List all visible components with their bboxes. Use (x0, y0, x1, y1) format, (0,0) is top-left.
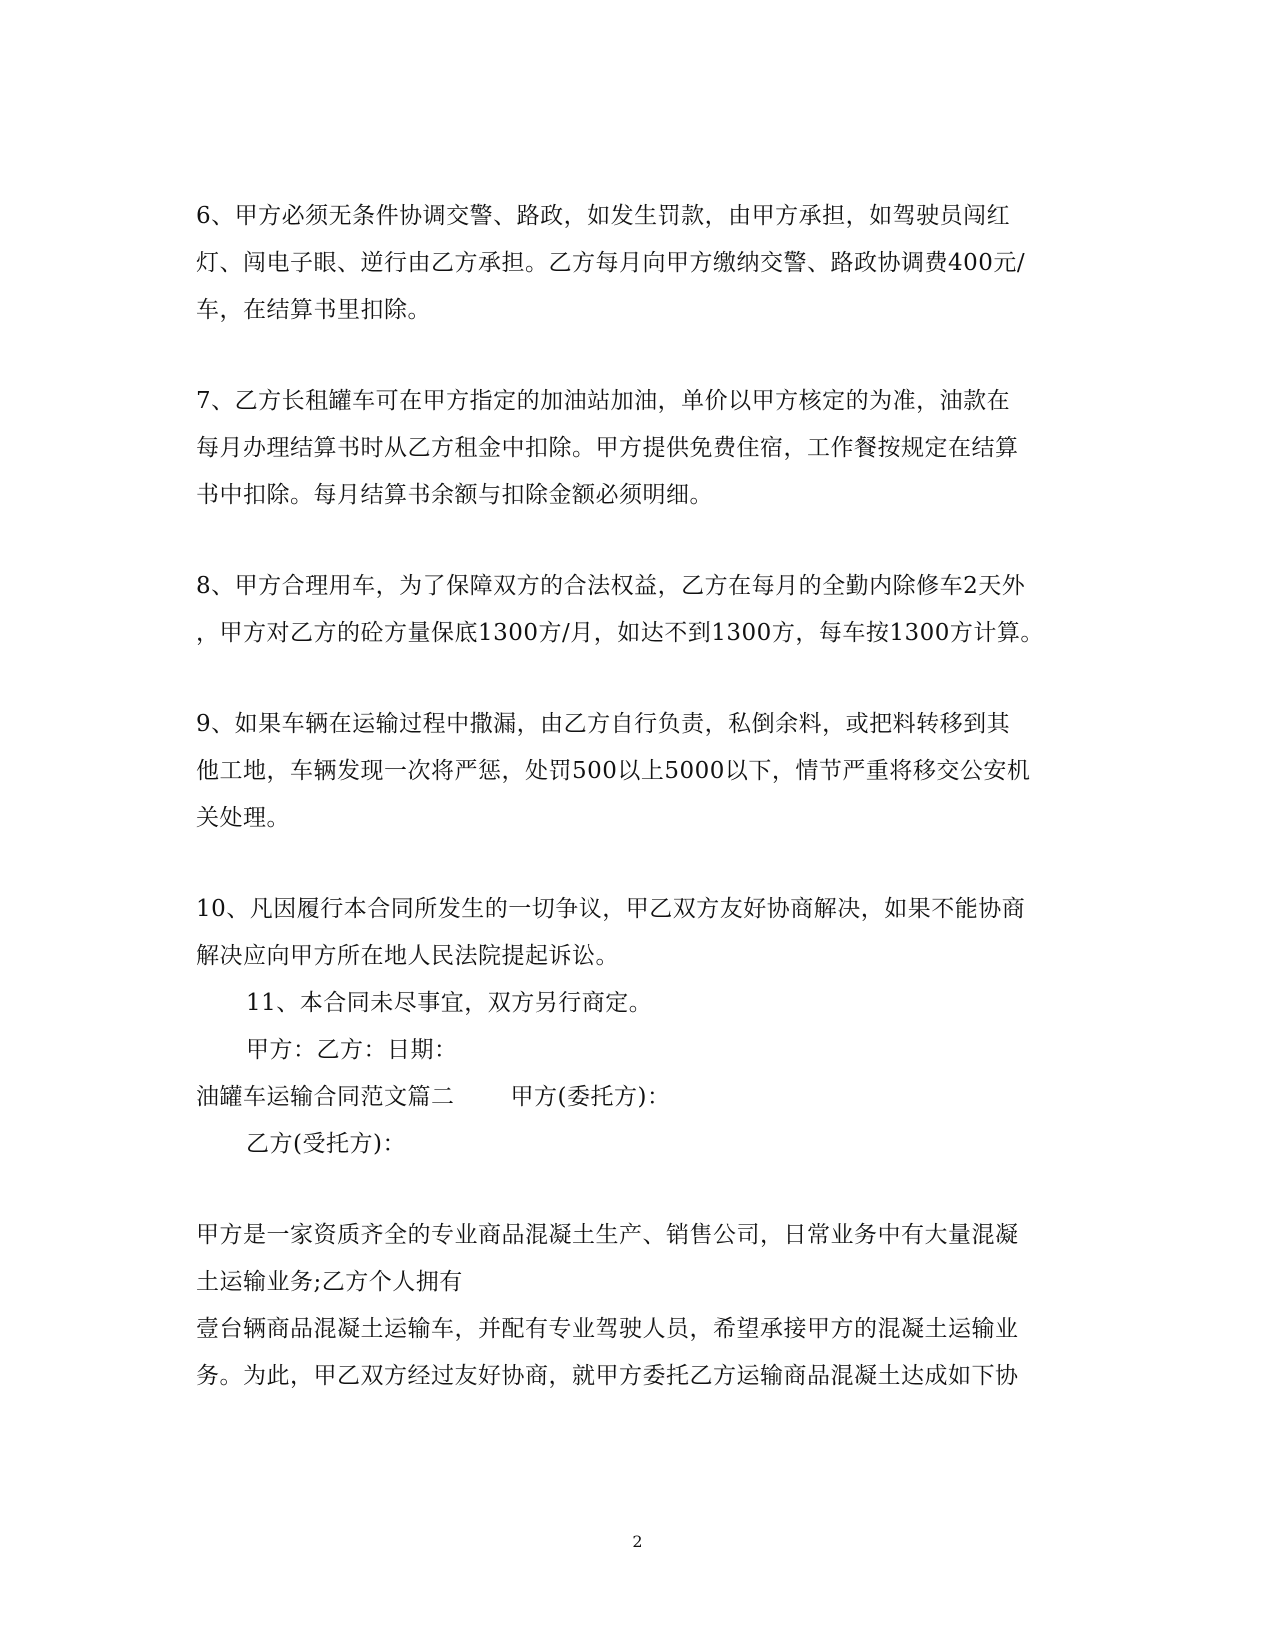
clause-6-line-1: 6、甲方必须无条件协调交警、路政，如发生罚款，由甲方承担，如驾驶员闯红 (196, 203, 1011, 229)
clause-9-line-2: 他工地，车辆发现一次将严惩，处罚500以上5000以下，情节严重将移交公安机 (196, 758, 1031, 784)
intro-line-4: 务。为此，甲乙双方经过友好协商，就甲方委托乙方运输商品混凝土达成如下协 (196, 1363, 1019, 1389)
intro-line-1: 甲方是一家资质齐全的专业商品混凝土生产、销售公司，日常业务中有大量混凝 (196, 1222, 1019, 1248)
signature-line: 甲方：乙方：日期： (246, 1037, 458, 1063)
clause-6-line-3: 车，在结算书里扣除。 (196, 297, 431, 323)
clause-7-line-2: 每月办理结算书时从乙方租金中扣除。甲方提供免费住宿，工作餐按规定在结算 (196, 435, 1019, 461)
clause-6-line-2: 灯、闯电子眼、逆行由乙方承担。乙方每月向甲方缴纳交警、路政协调费400元/ (196, 250, 1026, 276)
clause-7-line-1: 7、乙方长租罐车可在甲方指定的加油站加油，单价以甲方核定的为准，油款在 (196, 388, 1011, 414)
clause-8-line-2: ，甲方对乙方的砼方量保底1300方/月，如达不到1300方，每车按1300方计算。 (196, 620, 1044, 646)
clause-9-line-3: 关处理。 (196, 805, 290, 831)
clause-8-line-1: 8、甲方合理用车，为了保障双方的合法权益，乙方在每月的全勤内除修车2天外 (196, 573, 1026, 599)
clause-10-line-2: 解决应向甲方所在地人民法院提起诉讼。 (196, 943, 619, 969)
party-a-label: 甲方(委托方)： (510, 1084, 671, 1110)
section-title-row (196, 1082, 670, 1112)
clause-9-line-1: 9、如果车辆在运输过程中撒漏，由乙方自行负责，私倒余料，或把料转移到其 (196, 711, 1011, 737)
party-b-label: 乙方(受托方)： (246, 1131, 406, 1157)
section-title: 油罐车运输合同范文篇二 (196, 1084, 455, 1110)
intro-line-3: 壹台辆商品混凝土运输车，并配有专业驾驶人员，希望承接甲方的混凝土运输业 (196, 1316, 1019, 1342)
page-number: 2 (632, 1532, 643, 1551)
clause-11: 11、本合同未尽事宜，双方另行商定。 (246, 990, 653, 1016)
clause-10-line-1: 10、凡因履行本合同所发生的一切争议，甲乙双方友好协商解决，如果不能协商 (196, 896, 1026, 922)
clause-7-line-3: 书中扣除。每月结算书余额与扣除金额必须明细。 (196, 482, 713, 508)
intro-line-2: 土运输业务;乙方个人拥有 (196, 1269, 463, 1295)
